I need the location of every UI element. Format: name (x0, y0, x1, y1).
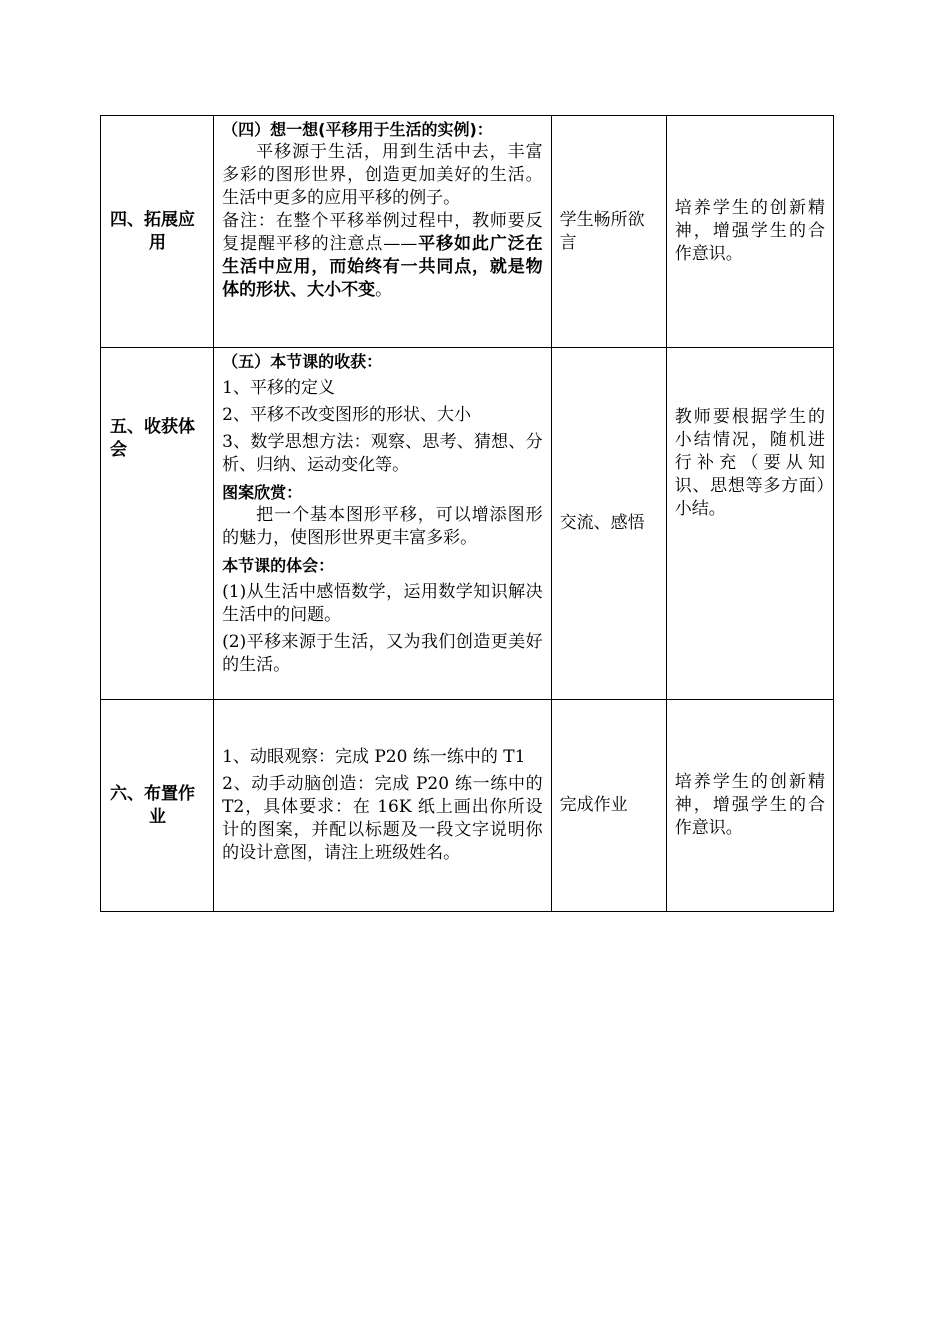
student-activity-cell: 学生畅所欲言 (551, 116, 666, 348)
table-row-extension (101, 116, 834, 348)
design-intent-cell: 培养学生的创新精神，增强学生的合作意识。 (666, 700, 833, 912)
content-cell-summary (214, 348, 551, 700)
homework-item: 1、动眼观察：完成 P20 练一练中的 T1 (222, 747, 526, 767)
extension-paragraph: 平移源于生活，用到生活中去，丰富多彩的图形世界，创造更加美好的生活。生活中更多的应用平移的例子。 (222, 142, 543, 208)
experience-item: (1)从生活中感悟数学，运用数学知识解决生活中的问题。 (222, 582, 543, 625)
design-intent-cell: 培养学生的创新精神，增强学生的合作意识。 (666, 116, 833, 348)
note-prefix: 备注：在整个平移举例过程中，教师要反复提醒平移的注意点—— (222, 211, 543, 254)
section-heading: （五）本节课的收获： (222, 352, 383, 371)
stage-label-line2: 业 (149, 806, 166, 827)
stage-label-line1: 五、收获体 (110, 417, 195, 437)
design-intent-cell (666, 348, 833, 700)
stage-cell-summary (101, 348, 214, 700)
note-bold: 平移如此广泛在生活中应用，而始终有一共同点，就是物体的形状、大小不变 (222, 234, 543, 300)
stage-cell-extension (101, 116, 214, 348)
experience-item: (2)平移来源于生活，又为我们创造更美好的生活。 (222, 632, 543, 675)
stage-label-line1: 四、拓展应 (110, 209, 195, 230)
note-suffix: 。 (375, 280, 393, 300)
section-heading: （四）想一想(平移用于生活的实例)： (222, 120, 493, 139)
stage-label-line2: 用 (149, 232, 166, 253)
stage-cell-homework (101, 700, 214, 912)
experience-title: 本节课的体会： (222, 556, 335, 575)
stage-label-line1: 六、布置作 (110, 783, 195, 804)
student-activity-cell: 交流、感悟 (551, 348, 666, 700)
content-cell-extension (214, 116, 551, 348)
homework-item: 2、动手动脑创造：完成 P20 练一练中的 T2，具体要求：在 16K 纸上画出你所设计的图案，并配以标题及一段文字说明你的设计意图，请注上班级姓名。 (222, 774, 543, 863)
table-row-summary (101, 348, 834, 700)
summary-item: 1、平移的定义 (222, 378, 335, 398)
stage-label-line2: 会 (110, 440, 127, 460)
content-cell-homework (214, 700, 551, 912)
student-activity-cell: 完成作业 (551, 700, 666, 912)
lesson-plan-table (100, 115, 834, 912)
summary-item: 2、平移不改变图形的形状、大小 (222, 405, 471, 425)
teacher-note (222, 210, 542, 302)
appreciation-text: 把一个基本图形平移，可以增添图形的魅力，使图形世界更丰富多彩。 (222, 505, 543, 548)
table-row-homework (101, 700, 834, 912)
appreciation-title: 图案欣赏： (222, 483, 303, 502)
design-intent-text: 教师要根据学生的小结情况，随机进行补充（要从知识、思想等多方面）小结。 (674, 407, 825, 519)
summary-item: 3、数学思想方法：观察、思考、猜想、分析、归纳、运动变化等。 (222, 432, 543, 475)
